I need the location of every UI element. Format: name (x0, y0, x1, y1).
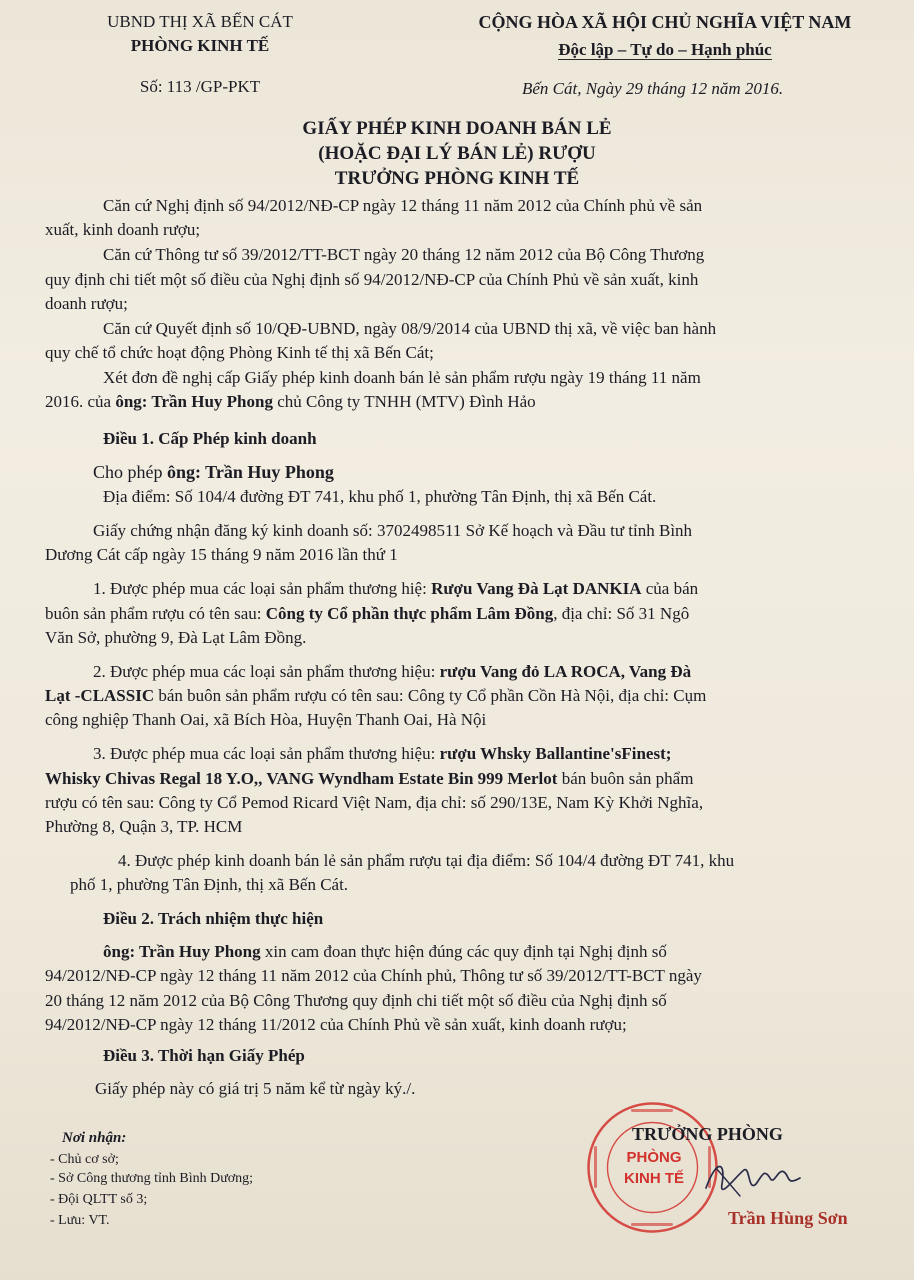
article-3-text: Giấy phép này có giá trị 5 năm kể từ ngày ký./. (95, 1079, 416, 1098)
article-2-line-1 (103, 942, 667, 962)
preamble-1-line-2: xuất, kinh doanh rượu; (45, 220, 201, 239)
article-1-permit (93, 462, 334, 482)
article-1-permit-text: Cho phép (93, 462, 167, 482)
item-3-line-2 (45, 769, 693, 789)
recipient-item: - Đội QLTT số 3; (50, 1192, 148, 1207)
item-2-line-1 (93, 662, 691, 682)
stamp-line-2: KINH TẾ (624, 1170, 684, 1187)
item-2-line-3: công nghiệp Thanh Oai, xã Bích Hòa, Huyện Thanh Oai, Hà Nội (45, 710, 487, 729)
article-2-line-2: 94/2012/NĐ-CP ngày 12 tháng 11 năm 2012 của Chính phủ, Thông tư số 39/2012/TT-BCT ngày (45, 966, 702, 985)
item-1-line-2 (45, 604, 689, 624)
document-number: Số: 113 /GP-PKT (139, 77, 261, 96)
signer-name: Trần Hùng Sơn (728, 1208, 848, 1228)
article-2-heading: Điều 2. Trách nhiệm thực hiện (103, 909, 324, 928)
applicant-name: ông: Trần Huy Phong (115, 392, 273, 411)
preamble-3-line-2: quy chế tổ chức hoạt động Phòng Kinh tế thị xã Bến Cát; (45, 343, 434, 362)
article-2-text: xin cam đoan thực hiện đúng các quy định tại Nghị định số (260, 942, 667, 961)
item-2-brand: rượu Vang đỏ LA ROCA, Vang Đà (439, 662, 692, 681)
item-1-text-a: 1. Được phép mua các loại sản phẩm thương hiệ: (93, 579, 432, 598)
item-2-text-a: 2. Được phép mua các loại sản phẩm thương hiệu: (93, 662, 440, 681)
recipient-item: - Sở Công thương tỉnh Bình Dương; (50, 1171, 254, 1186)
article-3-heading: Điều 3. Thời hạn Giấy Phép (103, 1046, 305, 1065)
preamble-4-text-a: 2016. của (45, 392, 116, 411)
item-2-line-2 (45, 686, 706, 706)
preamble-2-line-3: doanh rượu; (45, 294, 128, 313)
item-1-line-3: Văn Sở, phường 9, Đà Lạt Lâm Đồng. (45, 628, 307, 647)
article-1-registration-line-1: Giấy chứng nhận đăng ký kinh doanh số: 3702498511 Sở Kế hoạch và Đầu tư tỉnh Bình (93, 521, 693, 540)
document-date: Bến Cát, Ngày 29 tháng 12 năm 2016. (522, 79, 784, 98)
title-line-3: TRƯỞNG PHÒNG KINH TẾ (334, 168, 580, 189)
agency-name: UBND THỊ XÃ BẾN CÁT (107, 12, 293, 31)
item-3-brand-b: Whisky Chivas Regal 18 Y.O,, VANG Wyndham Estate Bin 999 Merlot (45, 769, 558, 788)
article-2-name: ông: Trần Huy Phong (103, 942, 261, 961)
title-line-2: (HOẶC ĐẠI LÝ BÁN LẺ) RƯỢU (318, 143, 596, 164)
item-1-text-c: của bán (641, 579, 699, 598)
item-3-line-3: rượu có tên sau: Công ty Cổ Pemod Ricard Việt Nam, địa chỉ: số 290/13E, Nam Kỳ Khởi Nghĩa, (45, 793, 704, 812)
item-2-text-b: bán buôn sản phẩm rượu có tên sau: Công ty Cổ phần Cồn Hà Nội, địa chỉ: Cụm (154, 686, 707, 705)
article-2-line-4: 94/2012/NĐ-CP ngày 12 tháng 11/2012 của Chính Phủ về sản xuất, kinh doanh rượu; (45, 1015, 627, 1034)
article-1-permit-name: ông: Trần Huy Phong (167, 462, 334, 482)
signer-title: TRƯỞNG PHÒNG (632, 1124, 783, 1144)
article-1-registration-line-2: Dương Cát cấp ngày 15 tháng 9 năm 2016 lần thứ 1 (45, 545, 398, 564)
recipients-label: Nơi nhận: (62, 1130, 127, 1146)
item-2-brand-b: Lạt -CLASSIC (45, 686, 155, 705)
preamble-2-line-2: quy định chi tiết một số điều của Nghị định số 94/2012/NĐ-CP của Chính Phủ về sản xuất, kinh (45, 270, 699, 289)
item-4-line-2: phố 1, phường Tân Định, thị xã Bến Cát. (70, 875, 349, 894)
article-1-location: Địa điểm: Số 104/4 đường ĐT 741, khu phố 1, phường Tân Định, thị xã Bến Cát. (103, 487, 657, 506)
item-1-brand: Rượu Vang Đà Lạt DANKIA (431, 579, 642, 598)
preamble-2-line-1: Căn cứ Thông tư số 39/2012/TT-BCT ngày 20 tháng 12 năm 2012 của Bộ Công Thương (103, 245, 705, 264)
department-name: PHÒNG KINH TẾ (130, 36, 270, 55)
national-motto-text: Độc lập – Tự do – Hạnh phúc (558, 40, 772, 59)
item-3-text-a: 3. Được phép mua các loại sản phẩm thương hiệu: (93, 744, 440, 763)
item-1-text-d: buôn sản phẩm rượu có tên sau: (45, 604, 266, 623)
item-3-brand: rượu Whsky Ballantine'sFinest; (439, 744, 672, 763)
item-1-supplier: Công ty Cổ phần thực phẩm Lâm Đồng (265, 604, 554, 623)
item-3-text-b: bán buôn sản phẩm (557, 769, 694, 788)
preamble-1-line-1: Căn cứ Nghị định số 94/2012/NĐ-CP ngày 12 tháng 11 năm 2012 của Chính phủ về sản (103, 196, 703, 215)
article-2-line-3: 20 tháng 12 năm 2012 của Bộ Công Thương quy định chi tiết một số điều của Nghị định số (45, 991, 667, 1010)
preamble-4-line-2 (45, 392, 536, 412)
handwritten-signature (700, 1148, 805, 1210)
item-3-line-1 (93, 744, 671, 764)
item-1-text-e: , địa chỉ: Số 31 Ngô (553, 604, 690, 623)
stamp-line-1: PHÒNG (626, 1149, 682, 1166)
preamble-4-text-c: chủ Công ty TNHH (MTV) Đình Hảo (272, 392, 536, 411)
item-1-line-1 (93, 579, 698, 599)
recipient-item: - Chủ cơ sở; (50, 1152, 119, 1167)
item-4-line-1: 4. Được phép kinh doanh bán lẻ sản phẩm rượu tại địa điểm: Số 104/4 đường ĐT 741, khu (118, 851, 735, 870)
preamble-3-line-1: Căn cứ Quyết định số 10/QĐ-UBND, ngày 08/9/2014 của UBND thị xã, về việc ban hành (103, 319, 717, 338)
recipient-item: - Lưu: VT. (50, 1213, 110, 1228)
title-line-1: GIẤY PHÉP KINH DOANH BÁN LẺ (302, 118, 612, 139)
article-1-heading: Điều 1. Cấp Phép kinh doanh (103, 429, 317, 448)
preamble-4-line-1: Xét đơn đề nghị cấp Giấy phép kinh doanh bán lẻ sản phẩm rượu ngày 19 tháng 11 năm (103, 368, 701, 387)
national-motto (430, 40, 900, 60)
item-3-line-4: Phường 8, Quận 3, TP. HCM (45, 817, 243, 836)
country-name: CỘNG HÒA XÃ HỘI CHỦ NGHĨA VIỆT NAM (478, 12, 852, 32)
